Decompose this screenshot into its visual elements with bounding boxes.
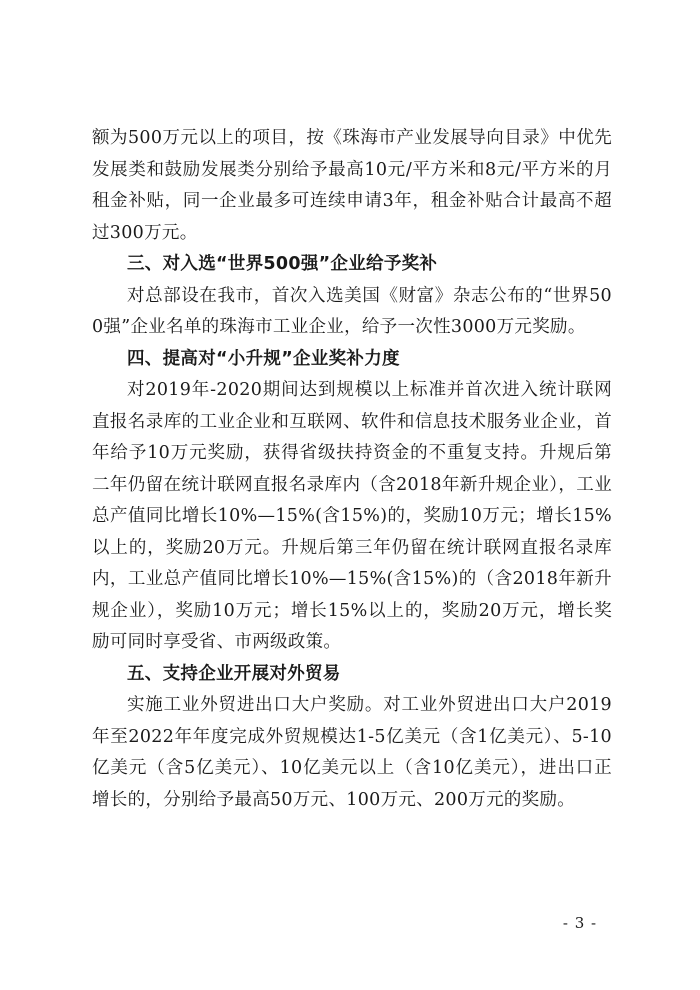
section-heading-fortune-500: 三、对入选“世界500强”企业给予奖补 (127, 254, 438, 274)
page-number: - 3 - (562, 914, 598, 932)
document-body (92, 123, 612, 816)
section-heading-small-to-scale: 四、提高对“小升规”企业奖补力度 (127, 348, 400, 369)
paragraph-rent-subsidy: 额为500万元以上的项目，按《珠海市产业发展导向目录》中优先发展类和鼓励发展类分别给予最高10元/平方米和8元/平方米的月租金补贴，同一企业最多可连续申请3年，租金补贴合计最高不超过300万元。 (92, 128, 612, 243)
section-heading-foreign-trade: 五、支持企业开展对外贸易 (127, 663, 341, 684)
paragraph-foreign-trade-reward: 实施工业外贸进出口大户奖励。对工业外贸进出口大户2019年至2022年年度完成外贸规模达1-5亿美元（含1亿美元）、5-10亿美元（含5亿美元）、10亿美元以上（含10亿美元），进出口正增长的，分别给予最高50万元、100万元、200万元的奖励。 (92, 695, 612, 810)
paragraph-fortune-500-reward: 对总部设在我市，首次入选美国《财富》杂志公布的“世界500强”企业名单的珠海市工业企业，给予一次性3000万元奖励。 (92, 285, 612, 337)
paragraph-small-to-scale-reward: 对2019年-2020期间达到规模以上标准并首次进入统计联网直报名录库的工业企业和互联网、软件和信息技术服务业企业，首年给予10万元奖励，获得省级扶持资金的不重复支持。升规后第二年仍留在统计联网直报名录库内（含2018年新升规企业），工业总产值同比增长10%—15%(含15%)的，奖励10万元；增长15%以上的，奖励20万元。升规后第三年仍留在统计联网直报名录库内，工业总产值同比增长10%—15%(含15%)的（含2018年新升规企业），奖励10万元；增长15%以上的，奖励20万元，增长奖励可同时享受省、市两级政策。 (92, 380, 612, 652)
